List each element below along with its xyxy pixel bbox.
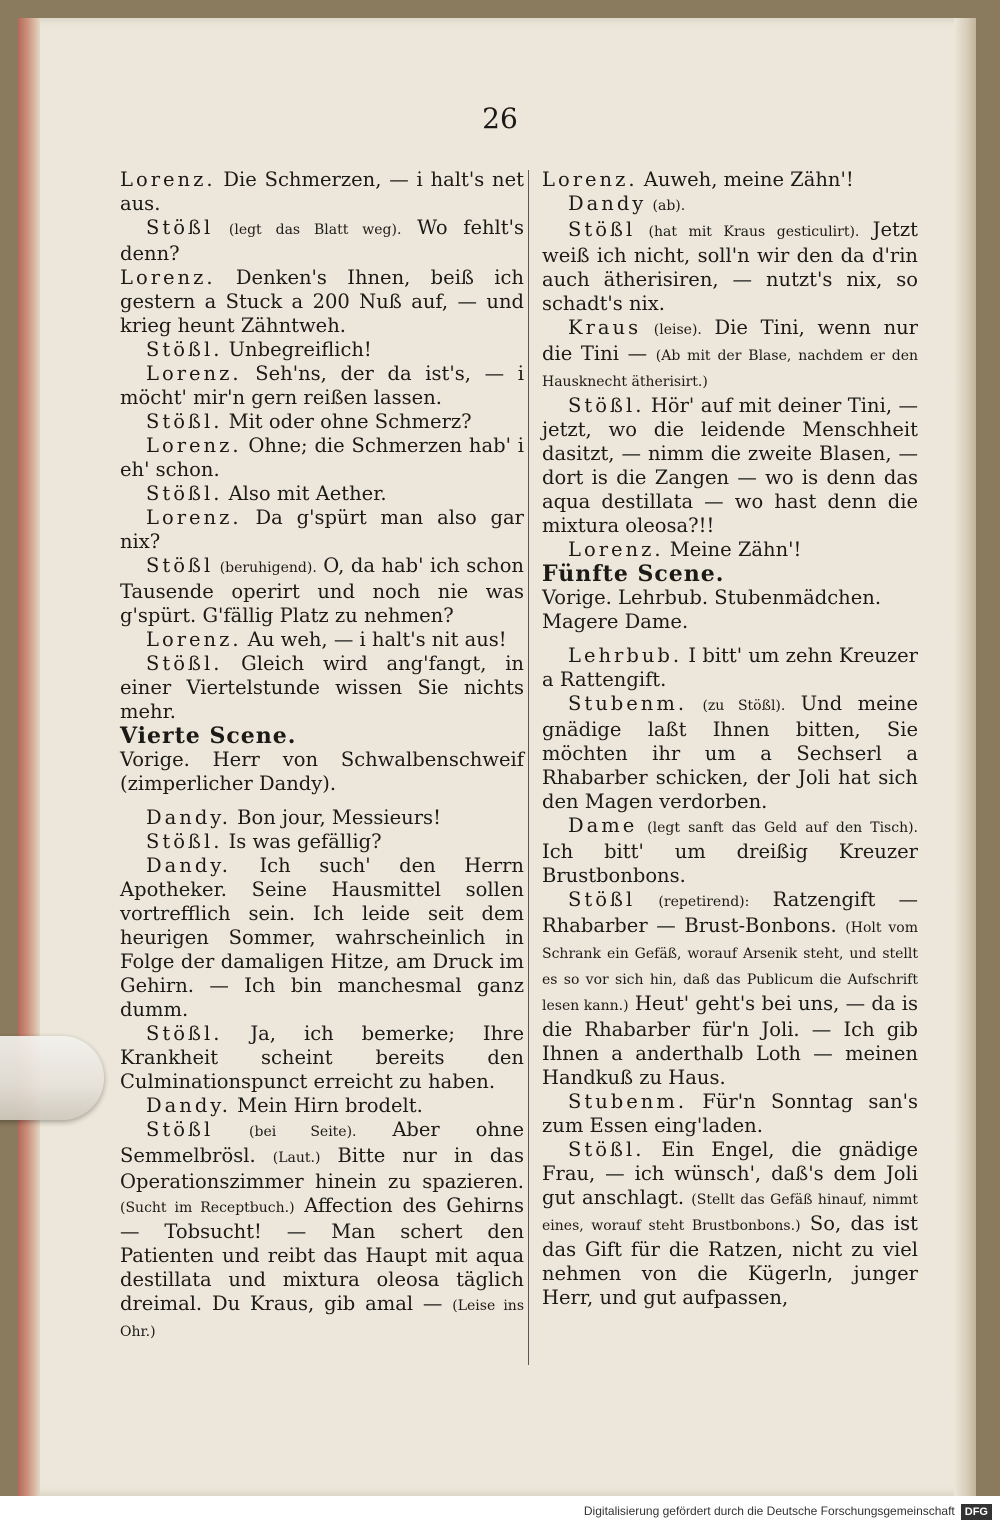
scene-cast: Magere Dame. bbox=[542, 610, 689, 633]
stage-direction: (legt sanft das Geld auf den Tisch). bbox=[647, 820, 918, 836]
line-text: Ja, ich bemerke; Ihre Krankheit scheint bereits den Culminationspunct erreicht zu haben. bbox=[120, 1022, 524, 1093]
stage-direction: (Ab mit der Blase, nachdem er den Hausknecht ätherisirt.) bbox=[542, 348, 918, 390]
speaker-name: Stößl bbox=[146, 554, 214, 577]
line-text: Mein Hirn brodelt. bbox=[230, 1094, 423, 1117]
speaker-name: Dame bbox=[568, 814, 638, 837]
line-text: Bon jour, Messieurs! bbox=[230, 806, 441, 829]
speaker-name: Stubenm. bbox=[568, 692, 688, 715]
speaker-name: Dandy. bbox=[146, 854, 231, 877]
speaker-name: Stößl bbox=[146, 216, 214, 239]
speaker-name: Lorenz. bbox=[542, 168, 638, 191]
dialogue-line bbox=[542, 888, 918, 1090]
speaker-name: Dandy bbox=[568, 192, 647, 215]
dialogue-line bbox=[542, 814, 918, 888]
speaker-name: Dandy. bbox=[146, 806, 231, 829]
dialogue-line bbox=[120, 1094, 524, 1118]
dialogue-line bbox=[120, 830, 524, 854]
speaker-name: Stößl bbox=[568, 218, 636, 241]
dialogue-line bbox=[120, 628, 524, 652]
speaker-name: Lorenz. bbox=[120, 168, 216, 191]
dialogue-line bbox=[542, 192, 918, 218]
line-text: Da g'spürt man also gar nix? bbox=[120, 506, 524, 553]
line-text: Aber ohne Semmelbrösl. bbox=[120, 1118, 524, 1167]
line-text: Die Tini, wenn nur die Tini — bbox=[542, 316, 919, 365]
left-column bbox=[120, 168, 524, 1344]
line-text: Also mit Aether. bbox=[222, 482, 387, 505]
speaker-name: Lorenz. bbox=[146, 362, 242, 385]
dialogue-line bbox=[120, 652, 524, 724]
scene-title: Vierte Scene. bbox=[120, 723, 297, 749]
line-text: Wo fehlt's denn? bbox=[120, 216, 524, 265]
dialogue-line bbox=[120, 434, 524, 482]
speaker-name: Stößl. bbox=[568, 1138, 645, 1161]
line-text: Is was gefällig? bbox=[222, 830, 382, 853]
dialogue-line bbox=[120, 1118, 524, 1344]
stage-direction: (repetirend): bbox=[658, 894, 750, 910]
dialogue-line bbox=[120, 338, 524, 362]
dialogue-line bbox=[542, 1138, 918, 1310]
speaker-name: Lorenz. bbox=[146, 628, 242, 651]
line-text: Ratzengift — Rhabarber — Brust-Bonbons. bbox=[542, 888, 919, 937]
line-text: Ein Engel, die gnädige Frau, — ich wünsch', daß's dem Joli gut anschlagt. bbox=[542, 1138, 918, 1209]
line-text: Auweh, meine Zähn'! bbox=[637, 168, 854, 191]
stage-direction: (beruhigend). bbox=[219, 560, 317, 576]
line-text: So, das ist das Gift für die Ratzen, nicht zu viel nehmen von die Kügerln, junger Herr, und gut aufpassen, bbox=[542, 1212, 918, 1309]
stage-direction: (legt das Blatt weg). bbox=[228, 222, 402, 238]
speaker-name: Stößl. bbox=[146, 1022, 223, 1045]
scene-cast: Vorige. Herr von Schwalbenschweif (zimperlicher Dandy). bbox=[120, 748, 524, 795]
speaker-name: Dandy. bbox=[146, 1094, 231, 1117]
line-text: Mit oder ohne Schmerz? bbox=[222, 410, 472, 433]
stage-direction: (Sucht im Receptbuch.) bbox=[120, 1200, 295, 1216]
dfg-logo: DFG bbox=[961, 1504, 992, 1520]
speaker-name: Kraus bbox=[568, 316, 642, 339]
line-text: O, da hab' ich schon Tausende operirt und noch nie was g'spürt. G'fällig Platz zu nehmen? bbox=[120, 554, 524, 627]
dialogue-line bbox=[120, 854, 524, 1022]
line-text: Hör' auf mit deiner Tini, — jetzt, wo die leidende Menschheit dasitzt, — nimm die zweite Blasen, — dort is die Zangen — wo is denn das aqua destillata — wo hast denn die mixtura oleosa?!! bbox=[542, 394, 918, 537]
speaker-name: Stößl bbox=[568, 888, 636, 911]
scene-cast: Vorige. Lehrbub. Stubenmädchen. bbox=[542, 586, 882, 609]
speaker-name: Stößl. bbox=[146, 338, 223, 361]
line-text: Affection des Gehirns — Tobsucht! — Man schert den Patienten und reibt das Haupt mit aqua destillata und mixtura oleosa täglich dreimal. Du Kraus, gib amal — bbox=[120, 1194, 524, 1315]
line-text: Denken's Ihnen, beiß ich gestern a Stuck a 200 Nuß auf, — und krieg heunt Zähntweh. bbox=[120, 266, 524, 337]
stage-direction: (Leise ins Ohr.) bbox=[120, 1298, 524, 1340]
stage-direction: (ab). bbox=[652, 198, 686, 214]
dialogue-line bbox=[542, 644, 918, 692]
dialogue-line bbox=[542, 1090, 918, 1138]
line-text: Ich bitt' um dreißig Kreuzer Brustbonbons. bbox=[542, 840, 918, 887]
speaker-name: Stößl. bbox=[146, 410, 223, 433]
scanner-thumb bbox=[0, 1036, 104, 1120]
page-number: 26 bbox=[482, 102, 518, 135]
stage-direction: (Stellt das Gefäß hinauf, nimmt eines, worauf steht Brustbonbons.) bbox=[542, 1192, 918, 1234]
dialogue-line bbox=[120, 1022, 524, 1094]
line-text: Ohne; die Schmerzen hab' i eh' schon. bbox=[120, 434, 524, 481]
line-text: Meine Zähn'! bbox=[663, 538, 802, 561]
dialogue-line bbox=[120, 266, 524, 338]
stage-direction: (zu Stößl). bbox=[702, 698, 786, 714]
speaker-name: Stößl. bbox=[146, 482, 223, 505]
speaker-name: Lorenz. bbox=[120, 266, 216, 289]
dialogue-line bbox=[120, 482, 524, 506]
dialogue-line bbox=[542, 692, 918, 814]
dialogue-line bbox=[542, 168, 918, 192]
speaker-name: Lorenz. bbox=[568, 538, 664, 561]
stage-direction: (hat mit Kraus gesticulirt). bbox=[648, 224, 860, 240]
stage-direction: (leise). bbox=[653, 322, 702, 338]
line-text: Gleich wird ang'fangt, in einer Viertelstunde wissen Sie nichts mehr. bbox=[120, 652, 524, 723]
dialogue-line bbox=[542, 218, 918, 316]
speaker-name: Lorenz. bbox=[146, 506, 242, 529]
line-text: Die Schmerzen, — i halt's net aus. bbox=[120, 168, 524, 215]
line-text: Für'n Sonntag san's zum Essen eing'laden. bbox=[542, 1090, 918, 1137]
line-text: Bitte nur in das Operationszimmer hinein zu spazieren. bbox=[120, 1144, 524, 1193]
dialogue-line bbox=[120, 216, 524, 266]
dialogue-line bbox=[120, 554, 524, 628]
speaker-name: Stößl. bbox=[568, 394, 645, 417]
page-binding bbox=[18, 18, 40, 1496]
dialogue-line bbox=[120, 506, 524, 554]
line-text: Und meine gnädige laßt Ihnen bitten, Sie möchten ihr um a Sechserl a Rhabarber schicken, der Joli hat sich den Magen verdorben. bbox=[542, 692, 918, 813]
stage-direction: (Laut.) bbox=[272, 1150, 321, 1166]
line-text: Ich such' den Herrn Apotheker. Seine Hausmittel sollen vortrefflich sein. Ich leide seit dem heurigen Sommer, wahrscheinlich in Folge der damaligen Hitze, am Druck im Gehirn. — Ich bin manchesmal ganz dumm. bbox=[120, 854, 524, 1021]
line-text: Jetzt weiß ich nicht, soll'n wir den da d'rin auch ätherisiren, — nutzt's nix, so schadt's nix. bbox=[542, 218, 918, 315]
speaker-name: Stößl bbox=[146, 1118, 214, 1141]
footer-bar bbox=[0, 1496, 1000, 1526]
footer-credit: Digitalisierung gefördert durch die Deutsche Forschungsgemeinschaft bbox=[583, 1504, 955, 1518]
right-column bbox=[542, 168, 918, 1310]
dialogue-line bbox=[120, 168, 524, 216]
line-text: Unbegreiflich! bbox=[222, 338, 372, 361]
speaker-name: Stößl. bbox=[146, 652, 223, 675]
dialogue-line bbox=[542, 394, 918, 538]
dialogue-line bbox=[542, 316, 918, 394]
line-text: Heut' geht's bei uns, — da is die Rhabarber für'n Joli. — Ich gib Ihnen a anderthalb Loth — meinen Handkuß zu Haus. bbox=[542, 992, 918, 1089]
dialogue-line bbox=[120, 362, 524, 410]
dialogue-line bbox=[542, 538, 918, 562]
line-text: Seh'ns, der da ist's, — i möcht' mir'n gern reißen lassen. bbox=[120, 362, 524, 409]
speaker-name: Lorenz. bbox=[146, 434, 242, 457]
column-divider bbox=[528, 170, 529, 1365]
line-text: I bitt' um zehn Kreuzer a Rattengift. bbox=[542, 644, 918, 691]
line-text: Au weh, — i halt's nit aus! bbox=[241, 628, 507, 651]
speaker-name: Lehrbub. bbox=[568, 644, 683, 667]
dialogue-line bbox=[120, 410, 524, 434]
speaker-name: Stubenm. bbox=[568, 1090, 688, 1113]
page-edge bbox=[954, 18, 976, 1496]
stage-direction: (Holt vom Schrank ein Gefäß, worauf Arsenik steht, und stellt es so vor sich hin, daß das Publicum die Aufschrift lesen kann.) bbox=[542, 920, 918, 1014]
speaker-name: Stößl. bbox=[146, 830, 223, 853]
scene-title: Fünfte Scene. bbox=[542, 561, 725, 587]
dialogue-line bbox=[120, 806, 524, 830]
stage-direction: (bei Seite). bbox=[249, 1124, 357, 1140]
